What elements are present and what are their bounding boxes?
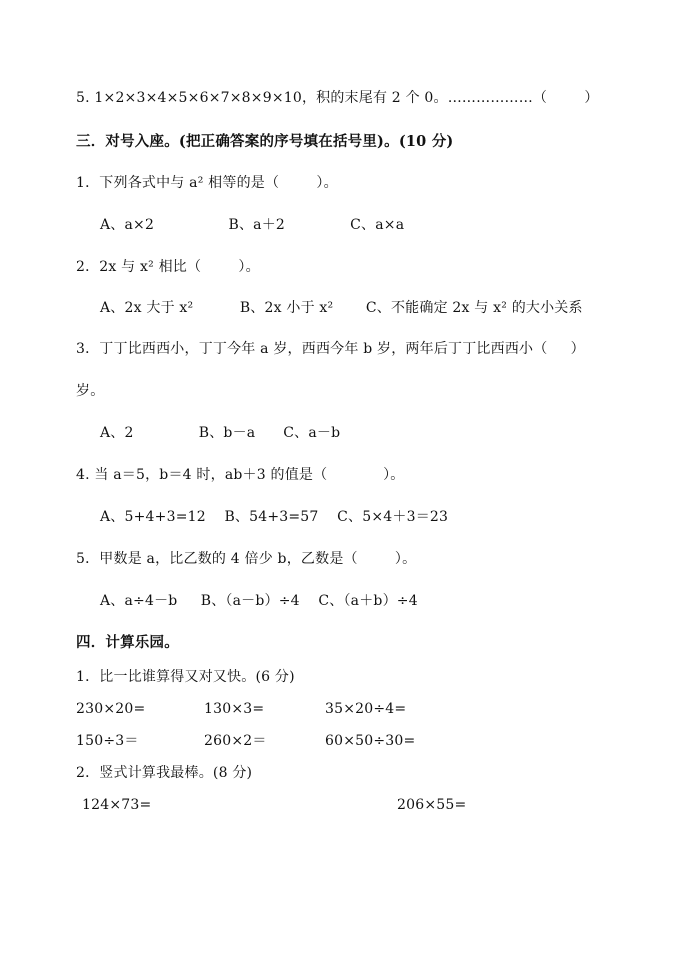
calc-item: 260×2＝ (204, 733, 267, 749)
s3-q1-stem: 1．下列各式中与 a² 相等的是（ ）。 (76, 175, 338, 191)
section-4-title: 四．计算乐园。 (76, 634, 179, 651)
s3-q5-stem: 5．甲数是 a，比乙数的 4 倍少 b，乙数是（ ）。 (76, 551, 417, 567)
vertical-calc-item: 124×73= (82, 797, 152, 813)
calc-item: 35×20÷4= (325, 701, 407, 717)
section-3-title: 三．对号入座。(把正确答案的序号填在括号里)。(10 分) (76, 133, 454, 150)
s4-part1-title: 1．比一比谁算得又对又快。(6 分) (76, 669, 295, 685)
s3-q4-options: A、5+4+3=12 B、54+3=57 C、5×4＋3＝23 (100, 509, 449, 525)
s3-q1-options: A、a×2 B、a＋2 C、a×a (100, 217, 405, 233)
s3-q2-options: A、2x 大于 x² B、2x 小于 x² C、不能确定 2x 与 x² 的大小关系 (100, 300, 583, 316)
s3-q2-stem: 2．2x 与 x² 相比（ ）。 (76, 259, 260, 275)
s3-q3-stem-line1: 3．丁丁比西西小，丁丁今年 a 岁，西西今年 b 岁，两年后丁丁比西西小（ ） (76, 341, 585, 357)
calc-item: 130×3= (204, 701, 265, 717)
calc-item: 150÷3＝ (76, 733, 139, 749)
s3-q4-stem: 4. 当 a＝5，b＝4 时，ab＋3 的值是（ ）。 (76, 467, 405, 483)
s3-q3-options: A、2 B、b－a C、a－b (100, 425, 341, 441)
s3-q5-options: A、a÷4－b B、（a－b）÷4 C、（a＋b）÷4 (100, 593, 418, 609)
calc-item: 230×20= (76, 701, 146, 717)
judge-question-5: 5. 1×2×3×4×5×6×7×8×9×10，积的末尾有 2 个 0。………………（ ） (76, 90, 599, 106)
s3-q3-stem-line2: 岁。 (76, 383, 105, 399)
s4-part2-title: 2．竖式计算我最棒。(8 分) (76, 765, 253, 781)
calc-item: 60×50÷30= (325, 733, 416, 749)
vertical-calc-item: 206×55= (397, 797, 467, 813)
